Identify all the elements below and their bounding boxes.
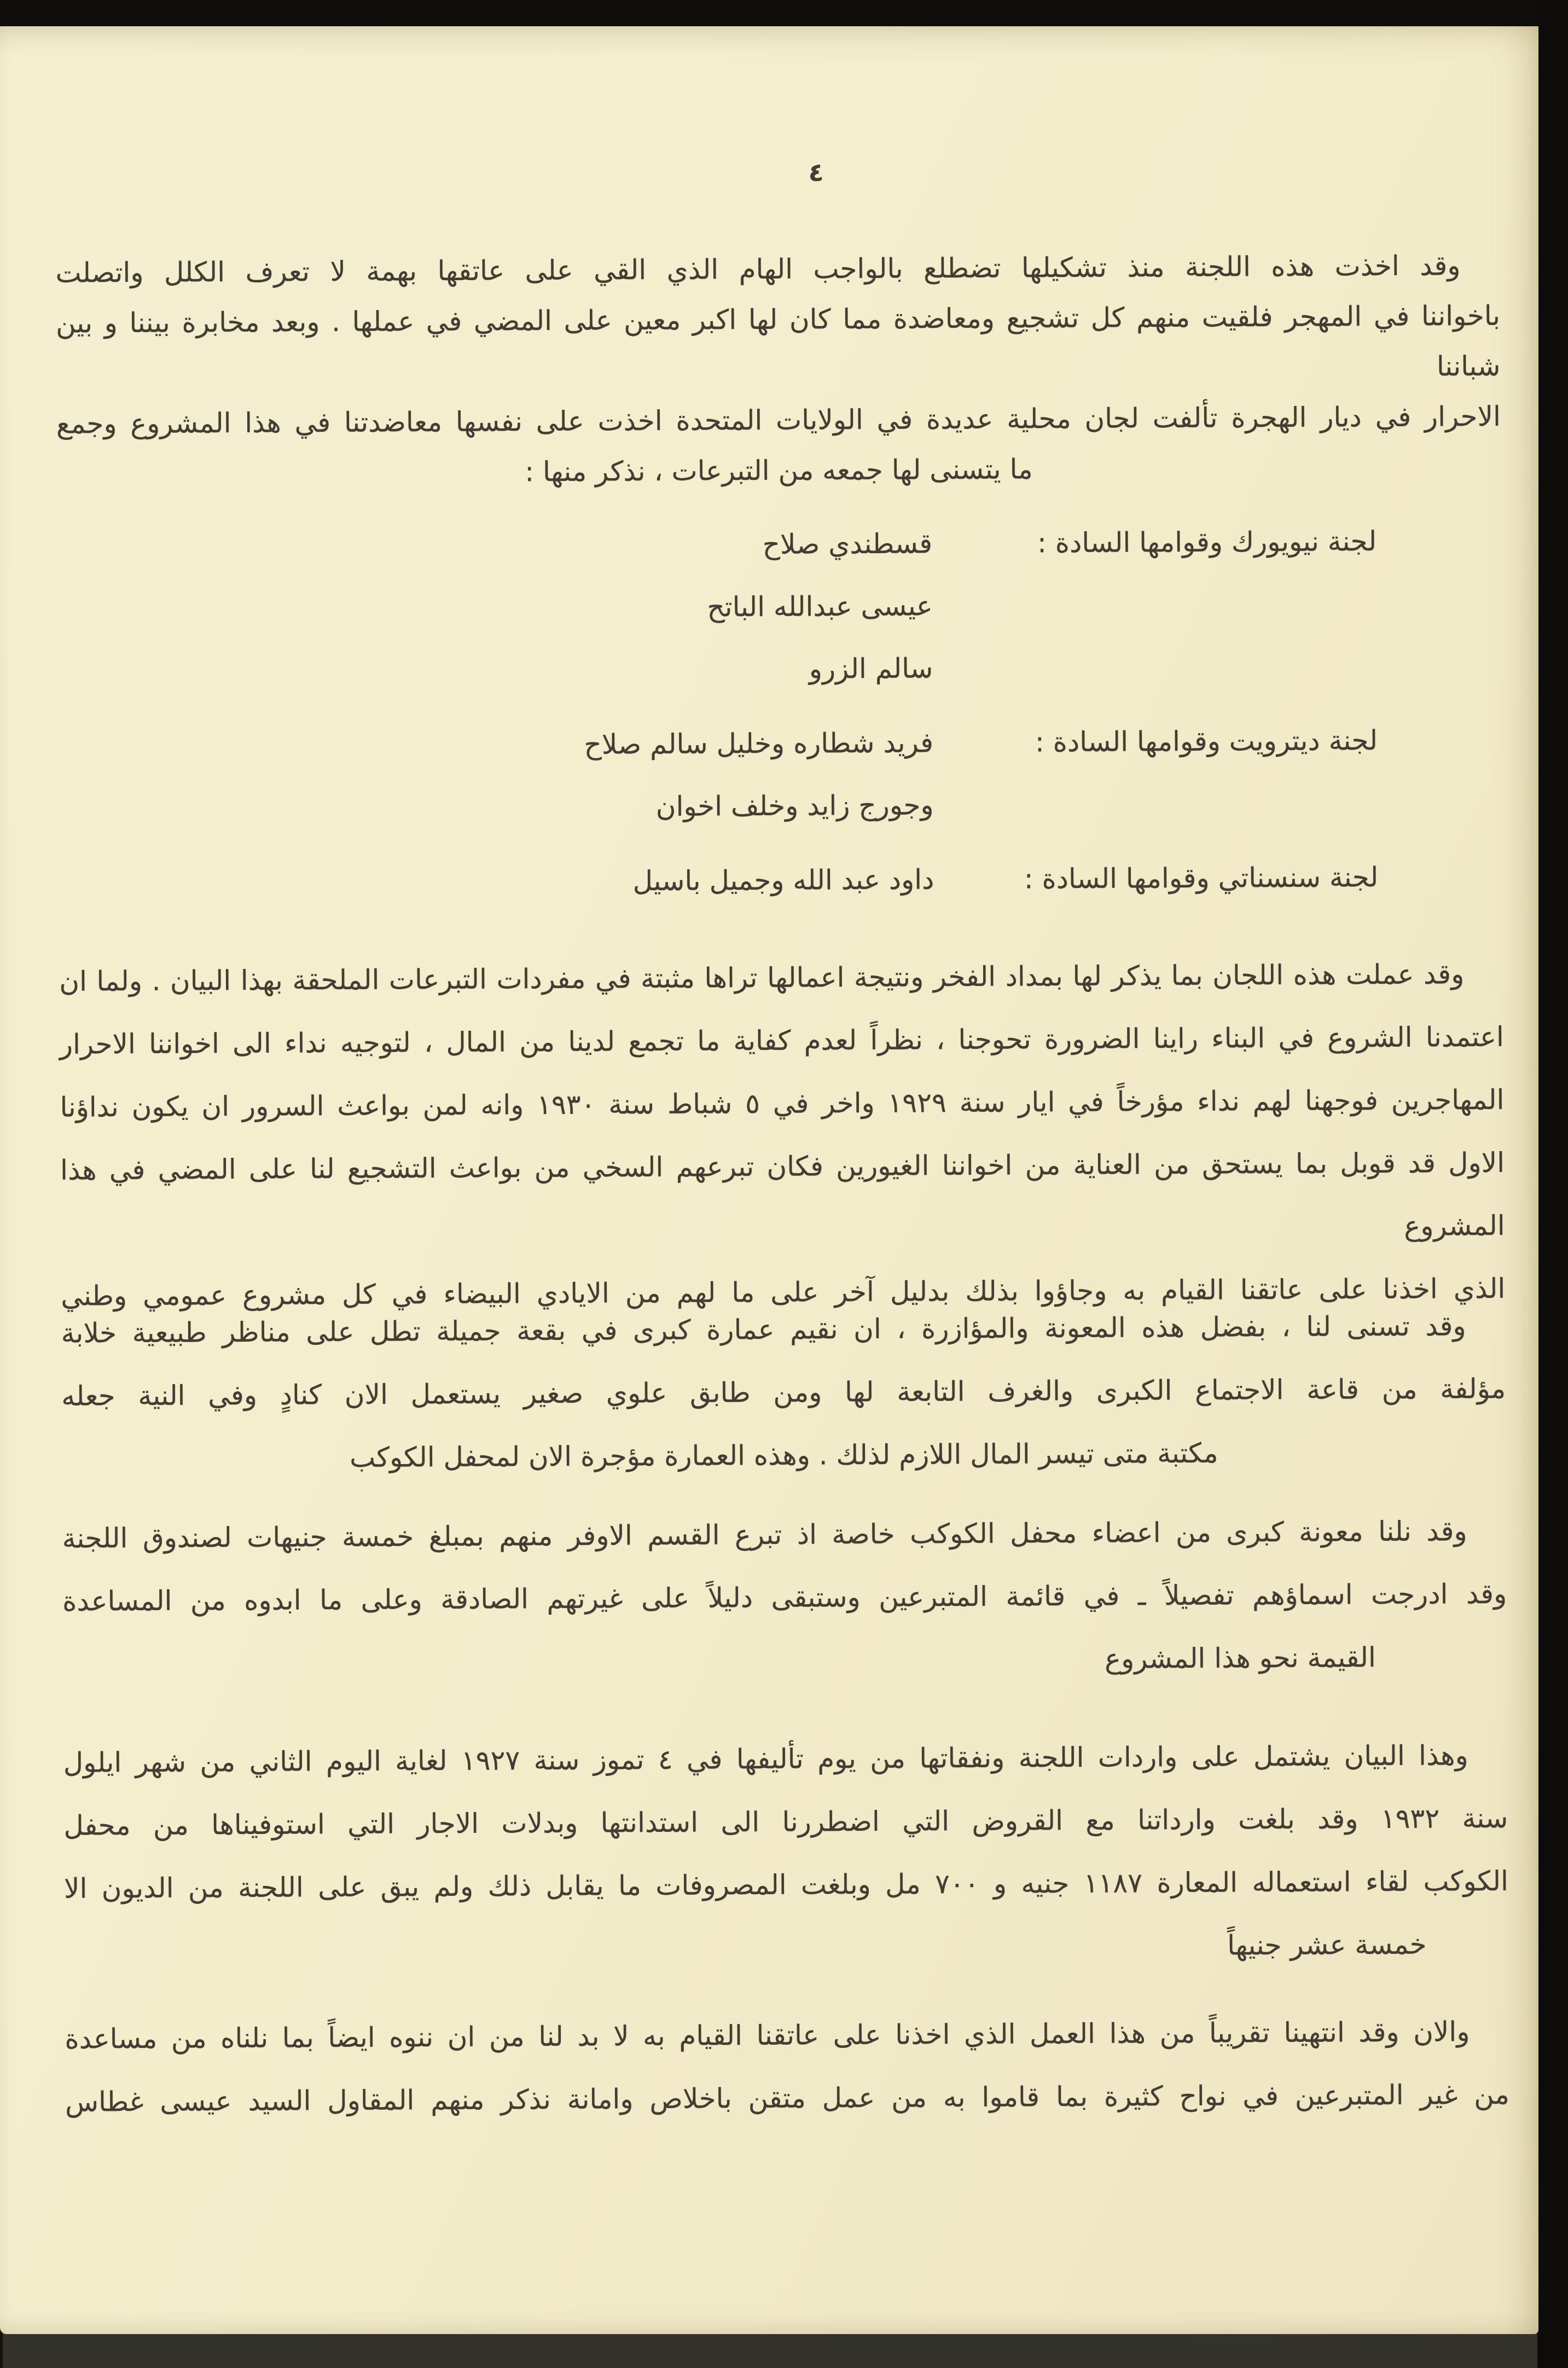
text-line: ما يتسنى لها جمعه من التبرعات ، نذكر منها : [525,453,1033,488]
committee-member: داود عبد الله وجميل باسيل [632,863,934,897]
committee-heading-empty [934,802,1503,805]
paragraph-3 [61,1295,1506,1491]
text-line: وقد اخذت هذه اللجنة منذ تشكيلها تضطلع بالواجب الهام الذي القي على عاتقها بهمة لا تعرف الكلل واتصلت [55,249,1461,289]
committee-row [57,509,1502,579]
committee-member: فريد شطاره وخليل سالم صلاح [584,727,934,761]
text-line: وقد ادرجت اسماؤهم تفصيلاً ـ في قائمة المتبرعين وستبقى دليلاً على غيرتهم الصادقة وعلى ما ابدوه من المساعدة [62,1577,1507,1617]
paper-sheet [0,26,1538,2334]
text-line: الاحرار في ديار الهجرة تألفت لجان محلية عديدة في الولايات المتحدة اخذت على نفسها معاضدتنا في هذا المشروع وجمع [56,400,1501,440]
text-line: الاول قد قوبل بما يستحق من العناية من اخواننا الغيورين فكان تبرعهم السخي من بواعث التشجيع لنا على المضي في هذا المشروع [60,1146,1505,1242]
text-line: سنة ١٩٣٢ وقد بلغت وارداتنا مع القروض التي اضطررنا الى استدانتها وبدلات الاجار التي استوفيناها من محفل [63,1802,1508,1842]
committee-list [57,509,1503,915]
paragraph-4 [62,1500,1507,1696]
committee-member: قسطندي صلاح [762,527,933,561]
committee-row [57,634,1502,704]
committee-member: وجورج زايد وخلف اخوان [655,789,934,823]
text-line: مؤلفة من قاعة الاجتماع الكبرى والغرف التابعة لها ومن طابق علوي صغير يستعمل الان كنادٍ وفي النية جعله [61,1372,1506,1412]
paragraph-1 [55,240,1501,500]
text-line: والان وقد انتهينا تقريباً من هذا العمل الذي اخذنا على عاتقنا القيام به لا بد لنا من ان ننوه ايضاً بما نلناه من مساعدة [65,2016,1470,2055]
committee-heading-empty [933,665,1502,668]
page-content [0,22,1546,2338]
text-line: مكتبة متى تيسر المال اللازم لذلك . وهذه العمارة مؤجرة الان لمحفل الكوكب [349,1437,1218,1474]
committee-row [58,771,1503,841]
paragraph-6 [65,2000,1509,2134]
text-line: من غير المتبرعين في نواح كثيرة بما قاموا به من عمل متقن باخلاص وامانة نذكر منهم المقاول السيد عيسى غطاس [65,2078,1510,2118]
text-line: وقد نلنا معونة كبرى من اعضاء محفل الكوكب خاصة اذ تبرع القسم الاوفر منهم بمبلغ خمسة جنيهات لصندوق اللجنة [62,1515,1467,1554]
text-line: وهذا البيان يشتمل على واردات اللجنة ونفقاتها من يوم تأليفها في ٤ تموز سنة ١٩٢٧ لغاية اليوم الثاني من شهر ايلول [63,1739,1468,1779]
committee-row [59,845,1503,915]
committee-member: عيسى عبدالله الباتح [707,590,933,623]
text-line: وقد عملت هذه اللجان بما يذكر لها بمداد الفخر ونتيجة اعمالها تراها مثبتة في مفردات التبرعات الملحقة بهذا البيان . ولما ان [59,958,1465,997]
committee-row [57,572,1502,642]
paragraph-5 [63,1724,1508,1983]
committee-row [58,709,1503,779]
text-line: خمسة عشر جنيهاً [1227,1928,1427,1961]
page-number: ٤ [808,157,824,187]
text-line: الذي اخذنا على عاتقنا القيام به وجاؤوا بذلك بدليل آخر على ما لهم من الايادي البيضاء في كل مشروع عمومي وطني [61,1272,1506,1312]
text-line: المهاجرين فوجهنا لهم نداء مؤرخاً في ايار سنة ١٩٢٩ واخر في ٥ شباط سنة ١٩٣٠ وانه لمن بواعث السرور ان يكون نداؤنا [60,1083,1505,1123]
text-line: الكوكب لقاء استعماله المعارة ١١٨٧ جنيه و ٧٠٠ مل وبلغت المصروفات ما يقابل ذلك ولم يبق على اللجنة من الديون الا [63,1865,1509,1905]
committee-member: سالم الزرو [809,652,933,685]
text-line: اعتمدنا الشروع في البناء راينا الضرورة تحوجنا ، نظراً لعدم كفاية ما تجمع لدينا من المال ، لتوجيه نداء الى اخواننا الاحرار [59,1020,1505,1060]
committee-heading: لجنة ديترويت وقوامها السادة : [1035,724,1378,758]
committee-heading-empty [933,603,1502,606]
text-line: باخواننا في المهجر فلقيت منهم كل تشجيع ومعاضدة مما كان لها اكبر معين على المضي في عملها . وبعد مخابرة بيننا و بين شباننا [55,299,1501,382]
text-line: وقد تسنى لنا ، بفضل هذه المعونة والمؤازرة ، ان نقيم عمارة كبرى في بقعة جميلة تطل على مناظر طبيعية خلابة [61,1310,1466,1349]
committee-heading: لجنة سنسناتي وقوامها السادة : [1024,861,1379,895]
paragraph-2 [59,943,1506,1328]
text-line: القيمة نحو هذا المشروع [1105,1641,1376,1675]
committee-heading: لجنة نيويورك وقوامها السادة : [1037,525,1377,559]
